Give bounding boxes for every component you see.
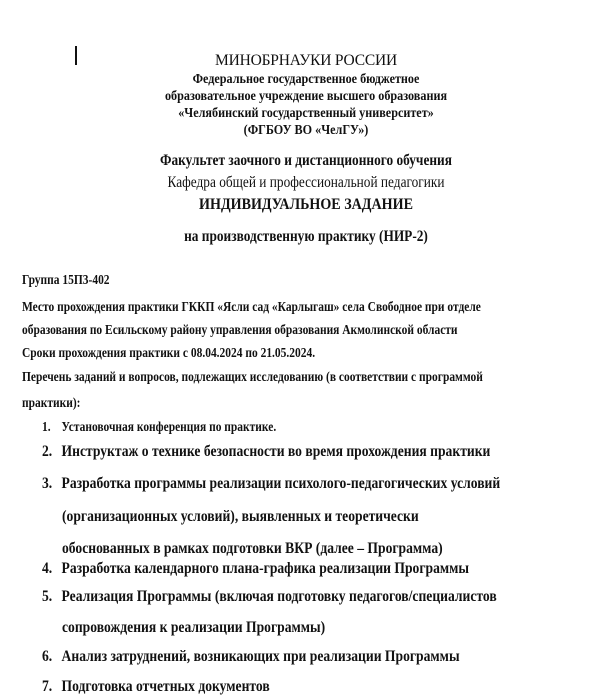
task-number: 7. (42, 678, 53, 695)
task-text: Установочная конференция по практике. (61, 419, 277, 434)
institution-line-1: Федеральное государственное бюджетное (192, 71, 420, 86)
task-text: Анализ затруднений, возникающих при реализации Программы (61, 648, 460, 665)
task-text: Разработка календарного плана-графика реализации Программы (61, 560, 470, 577)
task-text: Разработка программы реализации психолого-педагогических условий (61, 475, 501, 492)
task-item-6 (42, 648, 460, 666)
task-number: 3. (42, 475, 53, 492)
task-number: 1. (42, 419, 51, 434)
task-number: 6. (42, 648, 53, 665)
task-item-5-continuation: сопровождения к реализации Программы) (62, 619, 326, 636)
document-subtitle: на производственную практику (НИР-2) (184, 228, 428, 245)
task-item-3 (42, 475, 500, 493)
practice-dates: Сроки прохождения практики с 08.04.2024 по 21.05.2024. (22, 345, 316, 360)
task-text: Подготовка отчетных документов (61, 678, 270, 695)
task-item-1 (42, 419, 276, 435)
document-title: ИНДИВИДУАЛЬНОЕ ЗАДАНИЕ (199, 196, 413, 213)
faculty-name: Факультет заочного и дистанционного обучения (160, 152, 452, 169)
university-name: «Челябинский государственный университет» (178, 105, 434, 120)
tasks-intro-line-1: Перечень заданий и вопросов, подлежащих исследованию (в соответствии с программой (22, 369, 483, 384)
institution-line-2: образовательное учреждение высшего образования (164, 88, 448, 103)
task-item-5 (42, 588, 497, 606)
task-item-2 (42, 443, 490, 461)
department-name: Кафедра общей и профессиональной педагогики (167, 174, 445, 191)
task-text: Инструктаж о технике безопасности во время прохождения практики (61, 443, 491, 460)
task-item-7 (42, 678, 270, 696)
ministry-heading: МИНОБРНАУКИ РОССИИ (215, 52, 397, 69)
task-number: 2. (42, 443, 53, 460)
task-number: 4. (42, 560, 53, 577)
tasks-intro-line-2: практики): (22, 395, 81, 410)
task-number: 5. (42, 588, 53, 605)
practice-place-line-1: Место прохождения практики ГККП «Ясли сад «Карлыгаш» села Свободное при отделе (22, 299, 481, 314)
group-line: Группа 15П3-402 (22, 272, 110, 287)
university-abbreviation: (ФГБОУ ВО «ЧелГУ») (243, 122, 369, 137)
task-text: Реализация Программы (включая подготовку педагогов/специалистов (61, 588, 497, 605)
task-item-4 (42, 560, 469, 578)
task-item-3-continuation: (организационных условий), выявленных и теоретически (62, 508, 419, 525)
task-item-3-continuation: обоснованных в рамках подготовки ВКР (далее – Программа) (62, 540, 443, 557)
practice-place-line-2: образования по Есильскому району управления образования Акмолинской области (22, 322, 458, 337)
